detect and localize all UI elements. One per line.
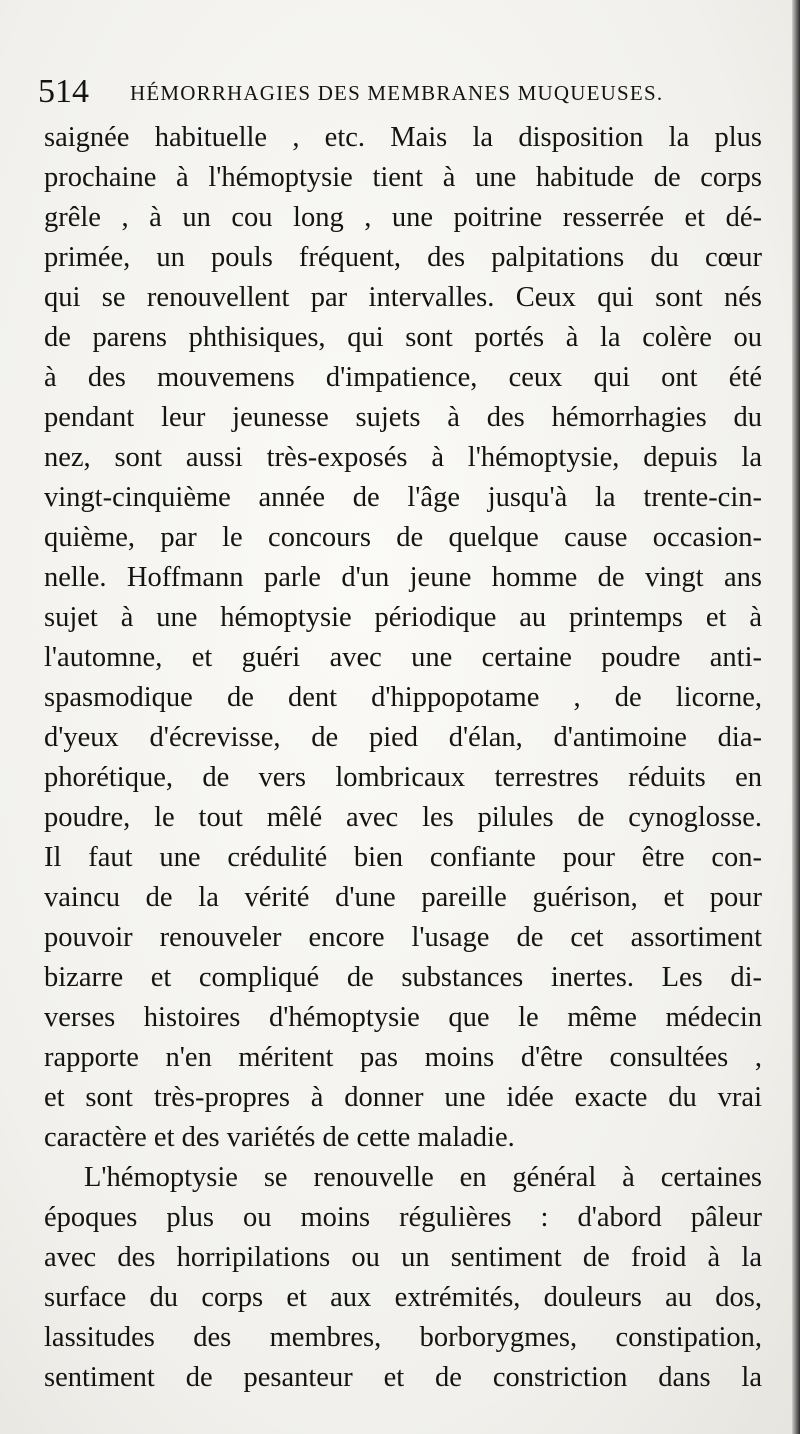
text-line: l'automne, et guéri avec une certaine poudre anti- [44, 642, 762, 673]
text-line: vingt-cinquième année de l'âge jusqu'à la trente-cin- [44, 482, 762, 513]
text-line: spasmodique de dent d'hippopotame , de licorne, [44, 682, 762, 713]
text-line: phorétique, de vers lombricaux terrestres réduits en [44, 762, 762, 793]
body-text [44, 118, 762, 1398]
text-line: nez, sont aussi très-exposés à l'hémoptysie, depuis la [44, 442, 762, 473]
text-line: saignée habituelle , etc. Mais la disposition la plus [44, 122, 762, 153]
text-line: lassitudes des membres, borborygmes, constipation, [44, 1322, 762, 1353]
running-head: HÉMORRHAGIES DES MEMBRANES MUQUEUSES. [130, 81, 664, 105]
text-line: rapporte n'en méritent pas moins d'être consultées , [44, 1042, 762, 1073]
text-line: surface du corps et aux extrémités, douleurs au dos, [44, 1282, 762, 1313]
text-line: sujet à une hémoptysie périodique au printemps et à [44, 602, 762, 633]
text-line: poudre, le tout mêlé avec les pilules de cynoglosse. [44, 802, 762, 833]
page-spine-shadow [792, 0, 800, 1434]
text-line: caractère et des variétés de cette maladie. [44, 1122, 515, 1153]
text-line: quième, par le concours de quelque cause occasion- [44, 522, 762, 553]
text-line: et sont très-propres à donner une idée exacte du vrai [44, 1082, 762, 1113]
text-line: bizarre et compliqué de substances inertes. Les di- [44, 962, 762, 993]
text-line: pendant leur jeunesse sujets à des hémorrhagies du [44, 402, 762, 433]
text-line: Il faut une crédulité bien confiante pour être con- [44, 842, 762, 873]
text-line: avec des horripilations ou un sentiment de froid à la [44, 1242, 762, 1273]
text-line: verses histoires d'hémoptysie que le même médecin [44, 1002, 762, 1033]
text-line: d'yeux d'écrevisse, de pied d'élan, d'antimoine dia- [44, 722, 762, 753]
text-line: L'hémoptysie se renouvelle en général à certaines [84, 1162, 762, 1193]
text-line: pouvoir renouveler encore l'usage de cet assortiment [44, 922, 762, 953]
page-header [38, 72, 738, 112]
text-line: qui se renouvellent par intervalles. Ceux qui sont nés [44, 282, 762, 313]
text-line: époques plus ou moins régulières : d'abord pâleur [44, 1202, 762, 1233]
text-line: à des mouvemens d'impatience, ceux qui ont été [44, 362, 762, 393]
page-number: 514 [38, 73, 89, 110]
text-line: de parens phthisiques, qui sont portés à la colère ou [44, 322, 762, 353]
text-line: primée, un pouls fréquent, des palpitations du cœur [44, 242, 762, 273]
text-line: nelle. Hoffmann parle d'un jeune homme de vingt ans [44, 562, 762, 593]
text-line: prochaine à l'hémoptysie tient à une habitude de corps [44, 162, 762, 193]
text-line: vaincu de la vérité d'une pareille guérison, et pour [44, 882, 762, 913]
text-line: sentiment de pesanteur et de constriction dans la [44, 1362, 762, 1393]
text-line: grêle , à un cou long , une poitrine resserrée et dé- [44, 202, 762, 233]
